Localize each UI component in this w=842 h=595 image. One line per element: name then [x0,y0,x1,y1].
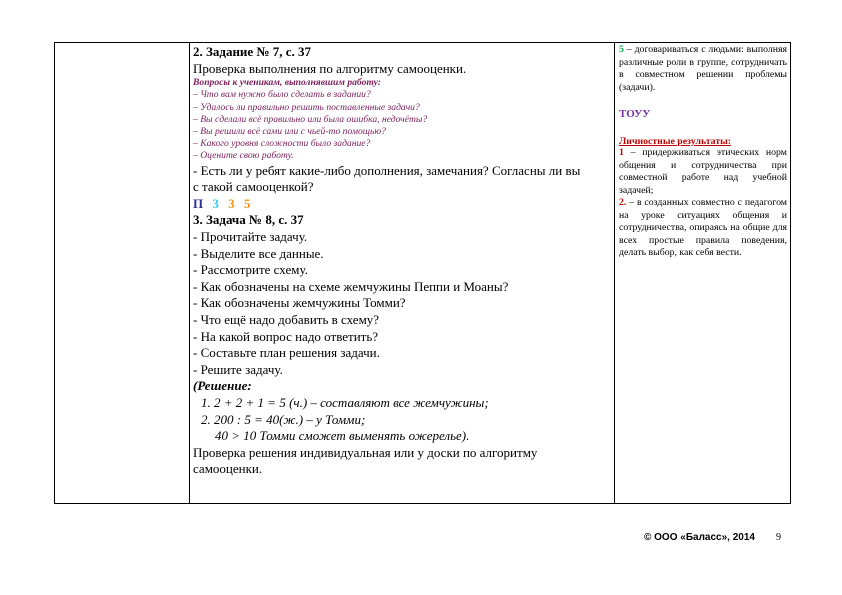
badge-3-blue: 3 [212,195,219,211]
lesson-table [54,42,791,504]
badge-p: П [193,195,204,211]
outcome-number: 1 [619,147,624,158]
task3-line: - Прочитайте задачу. [193,228,308,244]
task3-line: - На какой вопрос надо ответить? [193,328,379,344]
task3-line: - Составьте план решения задачи. [193,345,380,361]
badge-5-orange: 5 [243,195,251,211]
column-divider [189,43,190,503]
question-item: – Вы решили всё сами или с чьей-то помощью? [193,126,386,137]
closing-line: самооценки. [193,461,263,477]
question-item: – Удалось ли правильно решить поставленные задачи? [193,101,420,113]
solution-header: (Решение: [193,378,252,394]
outcome-paragraph: 1 – придерживаться этических норм общения и сотрудничества при совместной работе над учебной задачей; [619,147,787,196]
task3-line: - Что ещё надо добавить в схему? [193,311,380,327]
outcomes-column [619,44,787,260]
outcome-paragraph: 5 – договариваться с людьми: выполняя различные роли в группе, сотрудничать в совместном решении проблемы (задачи). [619,44,787,93]
closing-line: Проверка решения индивидуальная или у доски по алгоритму [193,444,538,460]
task3-line: - Решите задачу. [193,361,283,377]
question-item: – Оцените свою работу. [193,150,294,162]
outcome-number: 2. [619,197,627,208]
copyright: © ООО «Баласс», 2014 [644,532,755,543]
lesson-steps-column [193,44,615,478]
task3-line: - Как обозначены на схеме жемчужины Пеппи и Моаны? [193,278,509,294]
task2-title: 2. Задание № 7, с. 37 [193,44,312,59]
toyy-label: ТОУУ [619,108,651,120]
questions-header: Вопросы к ученикам, выполнявшим работу: [193,77,381,89]
task3-line: - Выделите все данные. [193,245,324,261]
question-item: – Вы сделали всё правильно или была ошибка, недочёты? [193,113,428,125]
task3-line: - Рассмотрите схему. [193,262,308,278]
question-item: – Что вам нужно было сделать в задании? [193,89,371,101]
task3-line: - Как обозначены жемчужины Томми? [193,295,406,311]
solution-step: 2. 200 : 5 = 40(ж.) – у Томми; [201,411,366,427]
outcome-number: 5 [619,44,624,55]
badge-3-orange: 3 [228,195,235,211]
outcome-paragraph: 2. – в созданных совместно с педагогом на уроке ситуациях общения и сотрудничества, опираясь на общие для всех простые правила поведения, делать выбор, как себя вести. [619,197,787,258]
solution-step: 40 > 10 Томми сможет выменять ожерелье). [215,428,470,444]
task3-title: 3. Задача № 8, с. 37 [193,212,304,228]
question-item: – Какого уровня сложности было задание? [193,138,371,150]
followup-line: с такой самооценкой? [193,179,314,195]
solution-step: 1. 2 + 2 + 1 = 5 (ч.) – составляют все жемчужины; [201,394,489,410]
personal-results-header: Личностные результаты: [619,136,732,147]
task2-line: Проверка выполнения по алгоритму самооценки. [193,60,467,76]
followup-line: - Есть ли у ребят какие-либо дополнения, замечания? Согласны ли вы [193,162,581,178]
page-number: 9 [776,532,781,543]
skill-badges [193,196,615,213]
